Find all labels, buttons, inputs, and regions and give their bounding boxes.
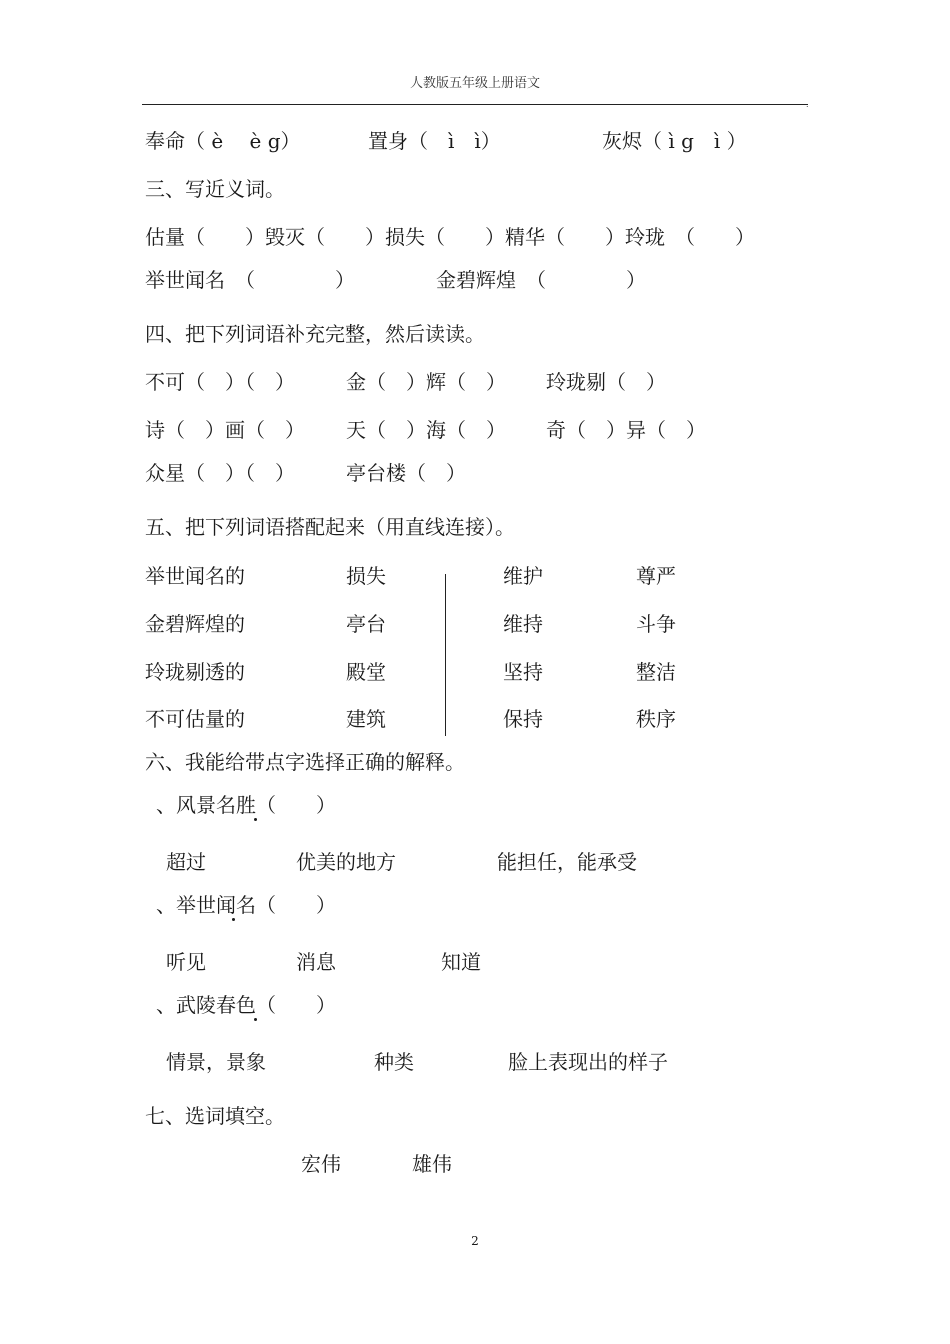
- section4-heading: 四、把下列词语补充完整，然后读读。: [145, 322, 485, 346]
- page-header: 人教版五年级上册语文: [409, 76, 540, 91]
- section3-heading: 三、写近义词。: [145, 177, 285, 201]
- option: 脸上表现出的样子: [508, 1050, 668, 1074]
- synonym-row-1: 估量（ ）毁灭（ ）损失（ ）精华（ ）玲珑 （ ）: [145, 225, 755, 249]
- header-rule: [142, 104, 808, 105]
- match-col1-item: 不可估量的: [145, 707, 245, 731]
- section5-heading: 五、把下列词语搭配起来（用直线连接）。: [145, 515, 515, 539]
- option: 能担任，能承受: [497, 850, 637, 874]
- match-col4-item: 整洁: [636, 660, 676, 684]
- match-col3-item: 维护: [503, 564, 543, 588]
- match-col3-item: 保持: [503, 707, 543, 731]
- synonym-row-2a: 举世闻名 （ ）: [145, 268, 355, 292]
- section6-heading: 六、我能给带点字选择正确的解释。: [145, 750, 465, 774]
- match-col2-item: 建筑: [346, 707, 386, 731]
- emphasis-dot: [232, 918, 235, 921]
- match-col2-item: 亭台: [346, 612, 386, 636]
- word-choice: 宏伟: [301, 1152, 341, 1176]
- match-col2-item: 殿堂: [346, 660, 386, 684]
- emphasis-dot: [254, 818, 257, 821]
- option: 优美的地方: [296, 850, 396, 874]
- page-number: 2: [471, 1234, 479, 1248]
- emphasis-dot: [254, 1018, 257, 1021]
- question-word: 、武陵春色（ ）: [156, 993, 336, 1017]
- match-col1-item: 金碧辉煌的: [145, 612, 245, 636]
- fill-item: 奇（ ）异（ ）: [546, 418, 706, 442]
- option: 超过: [166, 850, 206, 874]
- fill-item: 不可（ ）（ ）: [145, 370, 295, 394]
- match-divider-line: [445, 574, 446, 736]
- section7-heading: 七、选词填空。: [145, 1104, 285, 1128]
- header-rule-mark: .: [806, 100, 809, 109]
- match-col4-item: 斗争: [636, 612, 676, 636]
- option: 消息: [296, 950, 336, 974]
- synonym-row-2b: 金碧辉煌 （ ）: [436, 268, 646, 292]
- match-col4-item: 秩序: [636, 707, 676, 731]
- fill-item: 天（ ）海（ ）: [346, 418, 506, 442]
- match-col2-item: 损失: [346, 564, 386, 588]
- pinyin-item-1: 奉命（ è è g）: [145, 129, 301, 153]
- word-choice: 雄伟: [412, 1152, 452, 1176]
- match-col3-item: 坚持: [503, 660, 543, 684]
- pinyin-item-2: 置身（ ì ì）: [368, 129, 501, 153]
- match-col4-item: 尊严: [636, 564, 676, 588]
- fill-item: 玲珑剔（ ）: [546, 370, 666, 394]
- option: 知道: [441, 950, 481, 974]
- match-col1-item: 玲珑剔透的: [145, 660, 245, 684]
- option: 听见: [166, 950, 206, 974]
- match-col3-item: 维持: [503, 612, 543, 636]
- option: 情景，景象: [166, 1050, 266, 1074]
- pinyin-item-3: 灰烬（ ì g ì ）: [602, 129, 747, 153]
- match-col1-item: 举世闻名的: [145, 564, 245, 588]
- fill-item: 众星（ ）（ ）: [145, 461, 295, 485]
- fill-item: 金（ ）辉（ ）: [346, 370, 506, 394]
- question-word: 、举世闻名（ ）: [156, 893, 336, 917]
- fill-item: 诗（ ）画（ ）: [145, 418, 305, 442]
- question-word: 、风景名胜（ ）: [156, 793, 336, 817]
- fill-item: 亭台楼（ ）: [346, 461, 466, 485]
- option: 种类: [374, 1050, 414, 1074]
